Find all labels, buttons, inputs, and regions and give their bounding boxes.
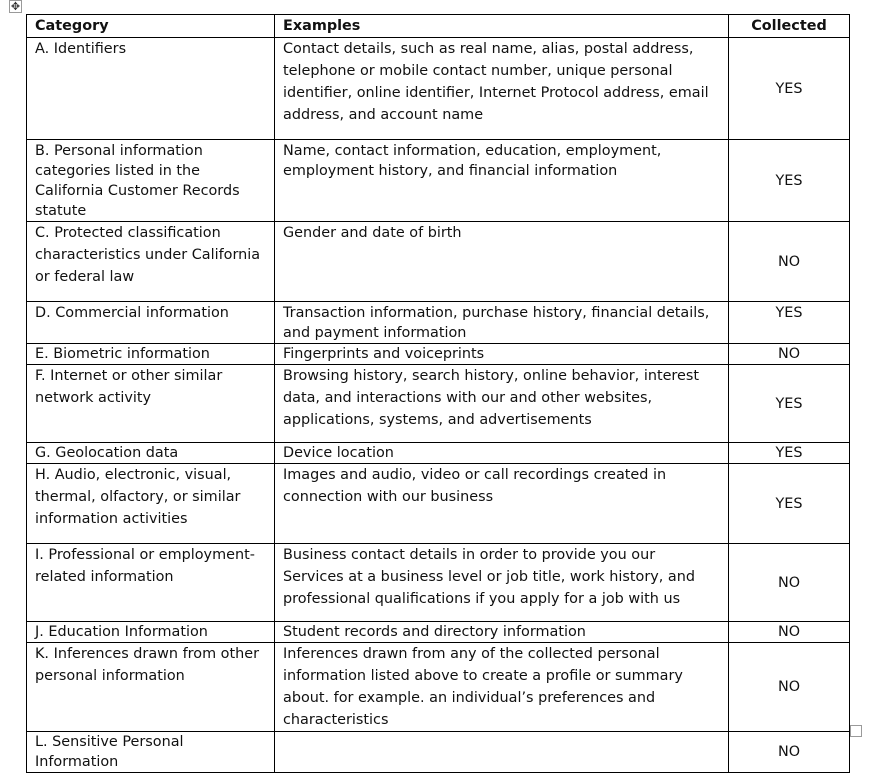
examples-cell: Business contact details in order to provide you our Services at a business level or job title, work history, and professional qualifications if you apply for a job with us bbox=[275, 544, 729, 622]
category-cell: I. Professional or employment-related information bbox=[27, 544, 275, 622]
collected-cell: YES bbox=[729, 365, 850, 443]
category-cell: L. Sensitive Personal Information bbox=[27, 732, 275, 773]
table-row bbox=[27, 222, 850, 302]
data-collection-table bbox=[26, 14, 850, 773]
table-row bbox=[27, 443, 850, 464]
examples-cell: Fingerprints and voiceprints bbox=[275, 344, 729, 365]
table-move-handle-icon[interactable]: ✥ bbox=[10, 0, 21, 13]
table-row bbox=[27, 38, 850, 140]
examples-cell: Student records and directory information bbox=[275, 622, 729, 643]
collected-cell: NO bbox=[729, 732, 850, 773]
collected-cell: YES bbox=[729, 443, 850, 464]
examples-cell: Device location bbox=[275, 443, 729, 464]
examples-cell: Contact details, such as real name, alias, postal address, telephone or mobile contact number, unique personal identifier, online identifier, Internet Protocol address, email address, and account name bbox=[275, 38, 729, 140]
examples-cell: Gender and date of birth bbox=[275, 222, 729, 302]
category-cell: H. Audio, electronic, visual, thermal, olfactory, or similar information activities bbox=[27, 464, 275, 544]
table-row bbox=[27, 643, 850, 732]
table-header-row bbox=[27, 15, 850, 38]
collected-cell: NO bbox=[729, 222, 850, 302]
category-cell: D. Commercial information bbox=[27, 302, 275, 344]
header-examples: Examples bbox=[275, 15, 729, 38]
examples-cell bbox=[275, 732, 729, 773]
header-collected: Collected bbox=[729, 15, 850, 38]
table-row bbox=[27, 302, 850, 344]
collected-cell: NO bbox=[729, 344, 850, 365]
category-cell: E. Biometric information bbox=[27, 344, 275, 365]
category-cell: J. Education Information bbox=[27, 622, 275, 643]
examples-cell: Browsing history, search history, online behavior, interest data, and interactions with our and other websites, applications, systems, and advertisements bbox=[275, 365, 729, 443]
collected-cell: YES bbox=[729, 38, 850, 140]
category-cell: G. Geolocation data bbox=[27, 443, 275, 464]
table-row bbox=[27, 622, 850, 643]
table-row bbox=[27, 544, 850, 622]
table-row bbox=[27, 732, 850, 773]
examples-cell: Inferences drawn from any of the collected personal information listed above to create a profile or summary about. for example. an individual’s preferences and characteristics bbox=[275, 643, 729, 732]
category-cell: K. Inferences drawn from other personal information bbox=[27, 643, 275, 732]
table-row bbox=[27, 365, 850, 443]
examples-cell: Images and audio, video or call recordings created in connection with our business bbox=[275, 464, 729, 544]
collected-cell: NO bbox=[729, 643, 850, 732]
category-cell: B. Personal information categories listed in the California Customer Records statute bbox=[27, 140, 275, 222]
examples-cell: Name, contact information, education, employment, employment history, and financial information bbox=[275, 140, 729, 222]
examples-cell: Transaction information, purchase history, financial details, and payment information bbox=[275, 302, 729, 344]
header-category: Category bbox=[27, 15, 275, 38]
collected-cell: YES bbox=[729, 464, 850, 544]
category-cell: C. Protected classification characteristics under California or federal law bbox=[27, 222, 275, 302]
table-row bbox=[27, 140, 850, 222]
table-row bbox=[27, 464, 850, 544]
collected-cell: NO bbox=[729, 544, 850, 622]
collected-cell: YES bbox=[729, 302, 850, 344]
table-resize-handle-icon[interactable] bbox=[850, 725, 862, 737]
category-cell: A. Identifiers bbox=[27, 38, 275, 140]
category-cell: F. Internet or other similar network activity bbox=[27, 365, 275, 443]
table-row bbox=[27, 344, 850, 365]
collected-cell: YES bbox=[729, 140, 850, 222]
collected-cell: NO bbox=[729, 622, 850, 643]
